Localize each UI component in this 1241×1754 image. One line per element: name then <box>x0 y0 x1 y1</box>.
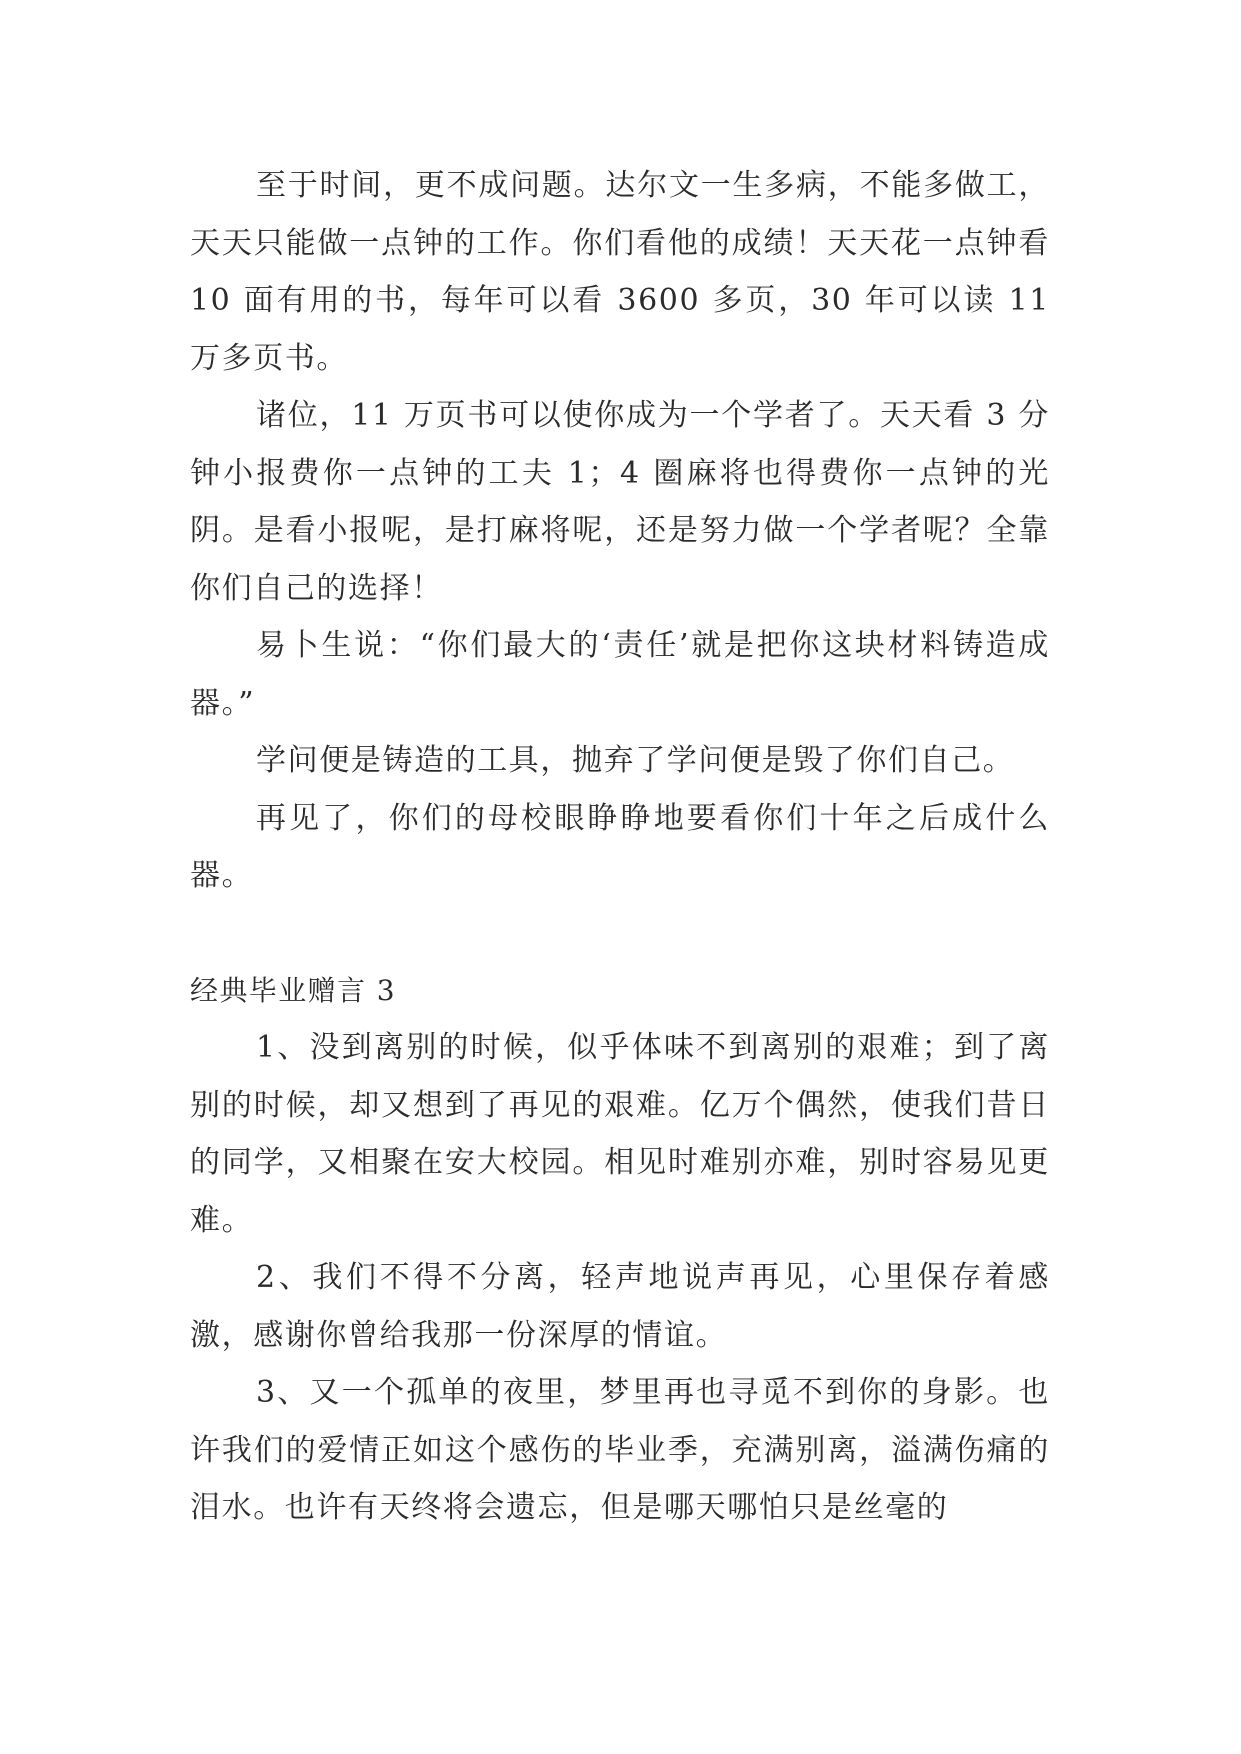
paragraph-ibsen-quote: 易卜生说：“你们最大的‘责任’就是把你这块材料铸造成器。” <box>190 628 1050 721</box>
paragraph-farewell: 再见了，你们的母校眼睁睁地要看你们十年之后成什么器。 <box>190 800 1050 893</box>
document-body <box>190 157 1050 1537</box>
list-item-2: 2、我们不得不分离，轻声地说声再见，心里保存着感激，感谢你曾给我那一份深厚的情谊。 <box>190 1260 1050 1353</box>
list-item-1: 1、没到离别的时候，似乎体味不到离别的艰难；到了离别的时候，却又想到了再见的艰难。亿万个偶然，使我们昔日的同学，又相聚在安大校园。相见时难别亦难，别时容易见更难。 <box>190 1030 1050 1238</box>
paragraph-darwin-time: 至于时间，更不成问题。达尔文一生多病，不能多做工，天天只能做一点钟的工作。你们看他的成绩！天天花一点钟看 10 面有用的书，每年可以看 3600 多页，30 年可以读 11 万多页书。 <box>190 168 1050 376</box>
paragraph-learning-tool: 学问便是铸造的工具，抛弃了学问便是毁了你们自己。 <box>256 743 1015 778</box>
list-item-3: 3、又一个孤单的夜里，梦里再也寻觅不到你的身影。也许我们的爱情正如这个感伤的毕业季，充满别离，溢满伤痛的泪水。也许有天终将会遗忘，但是哪天哪怕只是丝毫的 <box>190 1375 1050 1525</box>
section-heading: 经典毕业赠言 3 <box>190 973 396 1007</box>
paragraph-scholar-choice: 诸位，11 万页书可以使你成为一个学者了。天天看 3 分钟小报费你一点钟的工夫 1；4 圈麻将也得费你一点钟的光阴。是看小报呢，是打麻将呢，还是努力做一个学者呢？全靠你们自己的选择！ <box>190 398 1050 606</box>
